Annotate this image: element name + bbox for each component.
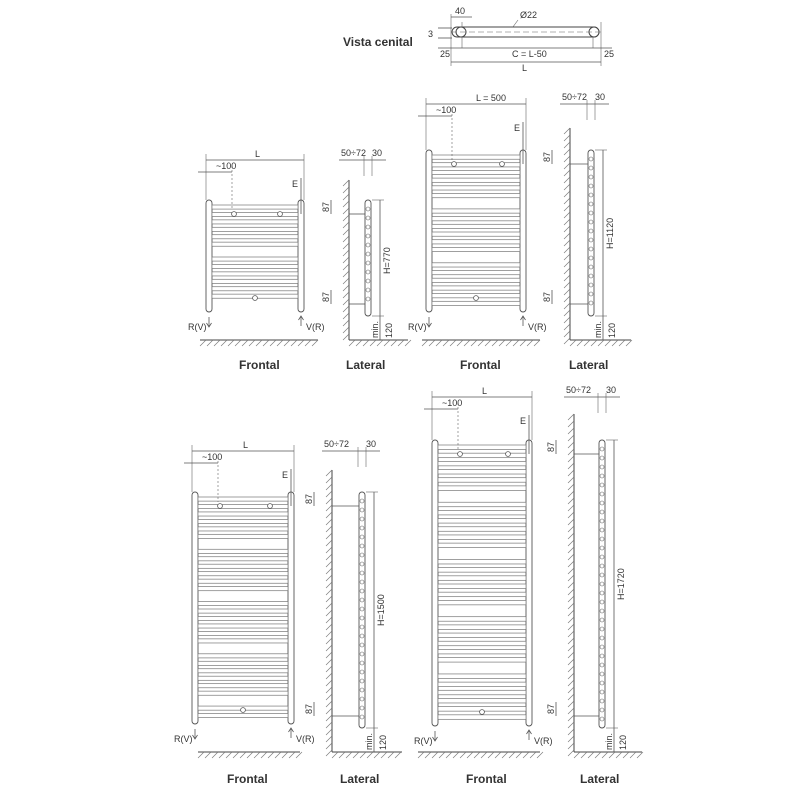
column-depth-label: 30 bbox=[372, 148, 383, 158]
mounting-point bbox=[500, 162, 505, 167]
lateral-view bbox=[542, 92, 632, 372]
offset-label: ~100 bbox=[442, 398, 463, 408]
bar-section bbox=[366, 234, 370, 238]
towel-bar bbox=[438, 592, 526, 596]
towel-bar bbox=[212, 205, 298, 209]
bar-section bbox=[589, 175, 593, 179]
bar-section bbox=[589, 283, 593, 287]
e-label: E bbox=[514, 123, 521, 133]
towel-bar bbox=[432, 240, 520, 244]
return-label: R(V) bbox=[174, 734, 193, 744]
bar-section bbox=[600, 591, 604, 595]
towel-bar bbox=[198, 497, 288, 501]
width-label: L bbox=[243, 440, 249, 450]
towel-bar bbox=[432, 301, 520, 305]
min-label: min. bbox=[593, 320, 603, 338]
floor-clearance-label: 120 bbox=[607, 322, 617, 338]
towel-bar bbox=[438, 535, 526, 539]
bar-section bbox=[600, 717, 604, 721]
return-label: R(V) bbox=[188, 322, 207, 332]
bar-section bbox=[600, 573, 604, 577]
bar-section bbox=[600, 483, 604, 487]
towel-bar bbox=[198, 631, 288, 635]
towel-bar bbox=[198, 669, 288, 673]
bar-section bbox=[600, 537, 604, 541]
bar-section bbox=[589, 238, 593, 242]
mounting-point bbox=[232, 212, 237, 217]
towel-bar bbox=[198, 684, 288, 688]
bar-section bbox=[360, 715, 364, 719]
towel-bar bbox=[198, 512, 288, 516]
floor-clearance-label: 120 bbox=[378, 734, 388, 750]
bar-section bbox=[600, 519, 604, 523]
towel-bar bbox=[198, 714, 288, 718]
bar-section bbox=[366, 279, 370, 283]
bar-section bbox=[589, 256, 593, 260]
frontal-label: Frontal bbox=[466, 772, 507, 786]
wall-distance-label: 50÷72 bbox=[566, 385, 591, 395]
column-depth-label: 30 bbox=[606, 385, 617, 395]
frontal-label: Frontal bbox=[460, 358, 501, 372]
towel-bar bbox=[212, 242, 298, 246]
bar-section bbox=[360, 598, 364, 602]
bar-section bbox=[600, 465, 604, 469]
return-label: R(V) bbox=[414, 736, 433, 746]
towel-bar bbox=[438, 519, 526, 523]
bar-section bbox=[589, 229, 593, 233]
bar-section bbox=[360, 571, 364, 575]
right-column bbox=[526, 440, 532, 726]
towel-bar bbox=[432, 170, 520, 174]
towel-bar bbox=[212, 272, 298, 276]
bar-section bbox=[360, 562, 364, 566]
valve-label: V(R) bbox=[534, 736, 553, 746]
towel-bar bbox=[198, 504, 288, 508]
towel-bar bbox=[432, 194, 520, 198]
column-depth-label: 30 bbox=[366, 439, 377, 449]
towel-bar bbox=[198, 654, 288, 658]
top-bracket-dim: 87 bbox=[542, 151, 552, 162]
towel-bar bbox=[198, 519, 288, 523]
frontal-view bbox=[188, 149, 325, 372]
bar-section bbox=[360, 625, 364, 629]
bar-section bbox=[589, 220, 593, 224]
left-column bbox=[426, 150, 432, 312]
bar-section bbox=[600, 555, 604, 559]
mounting-point bbox=[241, 708, 246, 713]
towel-bar bbox=[198, 691, 288, 695]
towel-bar bbox=[438, 698, 526, 702]
bar-section bbox=[600, 510, 604, 514]
bar-section bbox=[360, 544, 364, 548]
towel-bar bbox=[438, 625, 526, 629]
bar-section bbox=[600, 645, 604, 649]
towel-bar bbox=[198, 527, 288, 531]
towel-bar bbox=[432, 263, 520, 267]
mounting-point bbox=[480, 710, 485, 715]
towel-bar bbox=[438, 559, 526, 563]
bar-section bbox=[360, 589, 364, 593]
frontal-view bbox=[408, 93, 547, 372]
dim-3: 3 bbox=[428, 29, 434, 39]
towel-bar bbox=[432, 186, 520, 190]
bar-section bbox=[366, 270, 370, 274]
bar-section bbox=[360, 661, 364, 665]
towel-bar bbox=[432, 271, 520, 275]
frontal-label: Frontal bbox=[239, 358, 280, 372]
lateral-label: Lateral bbox=[569, 358, 609, 372]
towel-bar bbox=[212, 212, 298, 216]
mounting-point bbox=[506, 452, 511, 457]
towel-bar bbox=[212, 227, 298, 231]
towel-bar bbox=[198, 639, 288, 643]
bar-section bbox=[589, 247, 593, 251]
bar-section bbox=[360, 652, 364, 656]
mounting-point bbox=[278, 212, 283, 217]
towel-bar bbox=[198, 579, 288, 583]
left-column bbox=[206, 200, 212, 312]
bar-section bbox=[600, 663, 604, 667]
bar-section bbox=[360, 553, 364, 557]
e-label: E bbox=[292, 179, 299, 189]
dim-diameter: Ø22 bbox=[520, 10, 538, 20]
bar-section bbox=[366, 252, 370, 256]
towel-bar bbox=[438, 510, 526, 514]
bar-section bbox=[600, 627, 604, 631]
bar-section bbox=[360, 535, 364, 539]
bar-section bbox=[600, 636, 604, 640]
towel-bar bbox=[438, 715, 526, 719]
bar-section bbox=[360, 643, 364, 647]
mounting-point bbox=[474, 296, 479, 301]
column-depth-label: 30 bbox=[595, 92, 606, 102]
towel-bar bbox=[432, 224, 520, 228]
bottom-bracket-dim: 87 bbox=[304, 703, 314, 714]
top-view bbox=[343, 6, 614, 73]
lateral-view bbox=[321, 148, 411, 372]
towel-bar bbox=[198, 587, 288, 591]
top-view-title: Vista cenital bbox=[343, 35, 413, 49]
lateral-label: Lateral bbox=[340, 772, 380, 786]
bar-section bbox=[360, 526, 364, 530]
towel-bar bbox=[438, 617, 526, 621]
bar-section bbox=[600, 447, 604, 451]
bar-section bbox=[366, 207, 370, 211]
diagram-panels bbox=[174, 92, 643, 786]
bar-section bbox=[366, 297, 370, 301]
towel-bar bbox=[212, 264, 298, 268]
towel-bar bbox=[432, 163, 520, 167]
bar-section bbox=[360, 697, 364, 701]
wall-distance-label: 50÷72 bbox=[562, 92, 587, 102]
towel-bar bbox=[198, 624, 288, 628]
towel-bar bbox=[438, 543, 526, 547]
bar-section bbox=[600, 564, 604, 568]
mounting-point bbox=[458, 452, 463, 457]
wall-distance-label: 50÷72 bbox=[341, 148, 366, 158]
bar-section bbox=[589, 274, 593, 278]
bar-section bbox=[600, 456, 604, 460]
bar-section bbox=[360, 580, 364, 584]
mounting-point bbox=[268, 504, 273, 509]
width-label: L bbox=[255, 149, 261, 159]
right-column bbox=[298, 200, 304, 312]
mounting-point bbox=[452, 162, 457, 167]
towel-bar bbox=[198, 676, 288, 680]
bar-section bbox=[360, 517, 364, 521]
bar-section bbox=[360, 634, 364, 638]
towel-bar bbox=[198, 609, 288, 613]
bar-section bbox=[366, 225, 370, 229]
bar-section bbox=[589, 301, 593, 305]
towel-bar bbox=[438, 633, 526, 637]
bar-section bbox=[360, 679, 364, 683]
min-label: min. bbox=[604, 732, 614, 750]
towel-bar bbox=[212, 257, 298, 261]
towel-bar bbox=[438, 690, 526, 694]
left-column bbox=[192, 492, 198, 724]
top-bracket-dim: 87 bbox=[546, 441, 556, 452]
frontal-label: Frontal bbox=[227, 772, 268, 786]
width-label: L bbox=[482, 386, 488, 396]
bar-section bbox=[600, 582, 604, 586]
width-label: L = 500 bbox=[476, 93, 506, 103]
towel-bar bbox=[432, 155, 520, 159]
bar-section bbox=[600, 528, 604, 532]
bar-section bbox=[589, 202, 593, 206]
bar-section bbox=[600, 672, 604, 676]
height-label: H=770 bbox=[382, 247, 392, 274]
bar-section bbox=[600, 609, 604, 613]
floor-clearance-label: 120 bbox=[384, 322, 394, 338]
bar-section bbox=[360, 499, 364, 503]
towel-bar bbox=[438, 502, 526, 506]
towel-bar bbox=[438, 682, 526, 686]
towel-bar bbox=[438, 486, 526, 490]
bar-section bbox=[600, 699, 604, 703]
dim-c: C = L-50 bbox=[512, 49, 547, 59]
bottom-bracket-dim: 87 bbox=[321, 291, 331, 302]
towel-bar bbox=[438, 478, 526, 482]
towel-bar bbox=[438, 453, 526, 457]
bar-section bbox=[600, 681, 604, 685]
towel-bar bbox=[438, 470, 526, 474]
valve-label: V(R) bbox=[306, 322, 325, 332]
bar-section bbox=[600, 474, 604, 478]
towel-bar bbox=[432, 232, 520, 236]
top-bracket-dim: 87 bbox=[321, 201, 331, 212]
towel-bar bbox=[212, 235, 298, 239]
dim-25-left: 25 bbox=[440, 49, 451, 59]
towel-bar bbox=[438, 658, 526, 662]
towel-bar bbox=[212, 220, 298, 224]
panel-2 bbox=[408, 92, 632, 372]
towel-bar bbox=[212, 279, 298, 283]
towel-bar bbox=[438, 527, 526, 531]
towel-bar bbox=[198, 534, 288, 538]
mounting-point bbox=[218, 504, 223, 509]
bar-section bbox=[360, 670, 364, 674]
e-label: E bbox=[282, 470, 289, 480]
bar-section bbox=[589, 292, 593, 296]
panel-4 bbox=[414, 385, 643, 786]
bar-section bbox=[600, 501, 604, 505]
wall-distance-label: 50÷72 bbox=[324, 439, 349, 449]
floor-clearance-label: 120 bbox=[618, 734, 628, 750]
towel-bar bbox=[432, 217, 520, 221]
lateral-label: Lateral bbox=[580, 772, 620, 786]
bottom-bracket-dim: 87 bbox=[542, 291, 552, 302]
panel-3 bbox=[174, 439, 402, 786]
lateral-label: Lateral bbox=[346, 358, 386, 372]
bar-section bbox=[366, 261, 370, 265]
towel-bar bbox=[438, 600, 526, 604]
panel-1 bbox=[188, 148, 411, 372]
towel-bar bbox=[432, 286, 520, 290]
left-column bbox=[432, 440, 438, 726]
bar-section bbox=[589, 166, 593, 170]
towel-bar bbox=[438, 649, 526, 653]
towel-bar bbox=[432, 247, 520, 251]
min-label: min. bbox=[370, 320, 380, 338]
bar-section bbox=[589, 184, 593, 188]
bar-section bbox=[360, 607, 364, 611]
bar-section bbox=[589, 265, 593, 269]
bar-section bbox=[600, 546, 604, 550]
bar-section bbox=[600, 618, 604, 622]
lateral-view bbox=[304, 439, 402, 786]
top-bracket-dim: 87 bbox=[304, 493, 314, 504]
bar-section bbox=[600, 492, 604, 496]
height-label: H=1500 bbox=[376, 594, 386, 626]
bar-section bbox=[600, 654, 604, 658]
towel-bar bbox=[198, 564, 288, 568]
bar-section bbox=[360, 616, 364, 620]
height-label: H=1120 bbox=[605, 217, 615, 249]
towel-bar bbox=[438, 641, 526, 645]
towel-bar bbox=[438, 674, 526, 678]
towel-bar bbox=[438, 576, 526, 580]
towel-bar bbox=[432, 209, 520, 213]
towel-bar bbox=[438, 584, 526, 588]
bar-section bbox=[360, 508, 364, 512]
dim-40: 40 bbox=[455, 6, 466, 16]
right-column bbox=[520, 150, 526, 312]
bar-section bbox=[589, 211, 593, 215]
bar-section bbox=[589, 193, 593, 197]
e-label: E bbox=[520, 416, 527, 426]
frontal-view bbox=[414, 386, 553, 786]
towel-bar bbox=[198, 549, 288, 553]
dim-25-right: 25 bbox=[604, 49, 615, 59]
towel-bar bbox=[438, 461, 526, 465]
towel-bar bbox=[198, 616, 288, 620]
towel-bar bbox=[198, 557, 288, 561]
bar-section bbox=[360, 706, 364, 710]
towel-bar bbox=[198, 572, 288, 576]
offset-label: ~100 bbox=[202, 452, 223, 462]
dim-l: L bbox=[522, 63, 528, 73]
towel-bar bbox=[198, 602, 288, 606]
towel-bar bbox=[432, 278, 520, 282]
valve-label: V(R) bbox=[528, 322, 547, 332]
height-label: H=1720 bbox=[616, 568, 626, 600]
towel-bar bbox=[432, 178, 520, 182]
lateral-view bbox=[546, 385, 643, 786]
bar-section bbox=[366, 216, 370, 220]
return-label: R(V) bbox=[408, 322, 427, 332]
bar-section bbox=[600, 708, 604, 712]
bar-section bbox=[366, 243, 370, 247]
towel-bar bbox=[212, 287, 298, 291]
bar-section bbox=[360, 688, 364, 692]
bar-section bbox=[366, 288, 370, 292]
towel-bar bbox=[438, 445, 526, 449]
min-label: min. bbox=[364, 732, 374, 750]
offset-label: ~100 bbox=[436, 105, 457, 115]
bar-section bbox=[600, 600, 604, 604]
valve-label: V(R) bbox=[296, 734, 315, 744]
mounting-point bbox=[253, 296, 258, 301]
offset-label: ~100 bbox=[216, 161, 237, 171]
frontal-view bbox=[174, 440, 315, 786]
bottom-bracket-dim: 87 bbox=[546, 703, 556, 714]
bar-section bbox=[600, 690, 604, 694]
right-column bbox=[288, 492, 294, 724]
bar-section bbox=[589, 157, 593, 161]
towel-bar bbox=[438, 568, 526, 572]
towel-bar bbox=[198, 661, 288, 665]
